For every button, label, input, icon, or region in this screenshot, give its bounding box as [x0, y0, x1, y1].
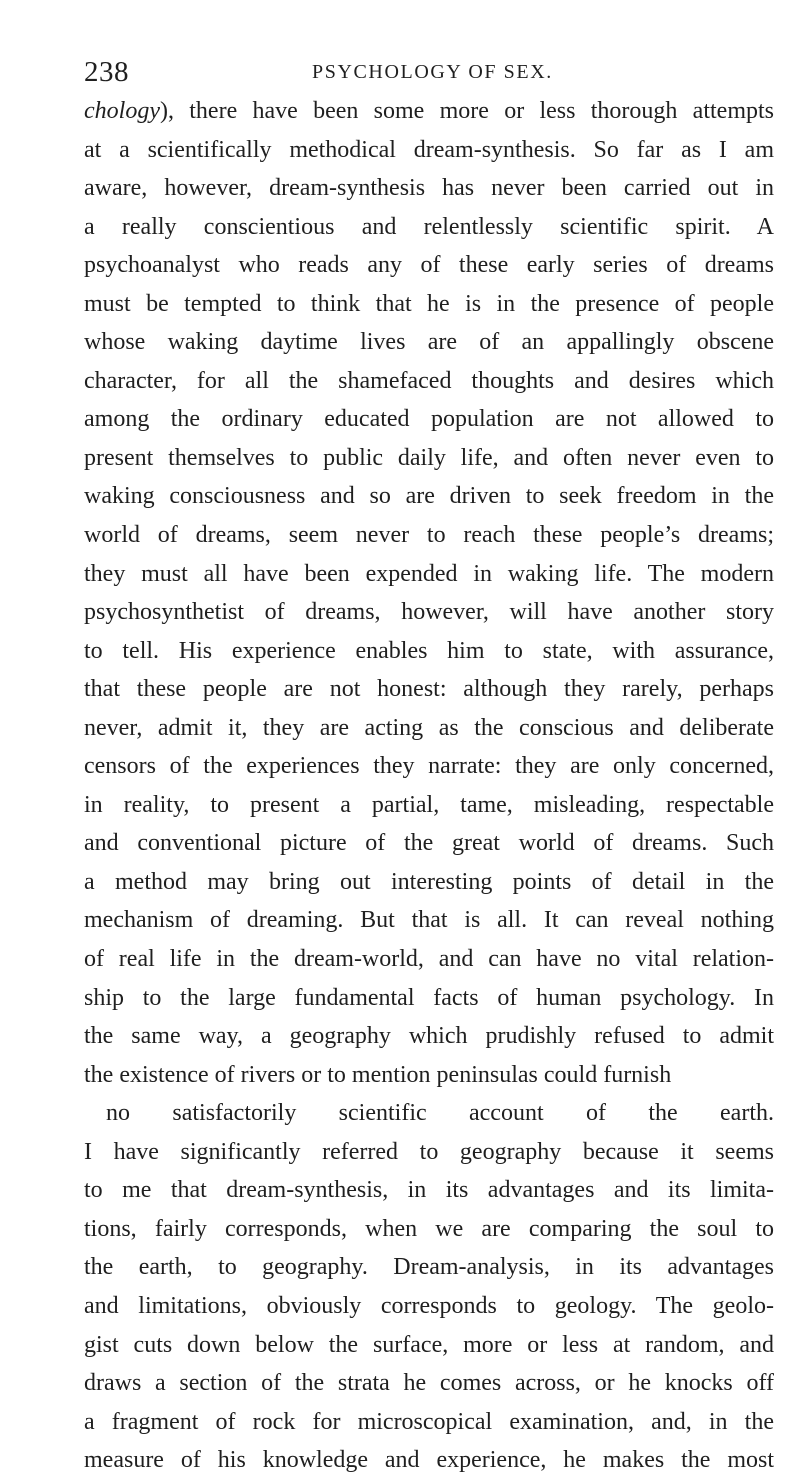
text-line: mechanism of dreaming. But that is all. It can reveal nothing [84, 907, 774, 934]
text-line: I have significantly referred to geography because it seems [84, 1138, 774, 1165]
text-line: they must all have been expended in waking life. The modern [84, 560, 774, 587]
text-line: tions, fairly corresponds, when we are comparing the soul to [84, 1215, 774, 1242]
italic-word: chology [84, 98, 160, 124]
page-number: 238 [84, 56, 129, 88]
text-line: a method may bring out interesting points of detail in the [84, 868, 774, 895]
running-head: PSYCHOLOGY OF SEX. [312, 61, 553, 83]
text-line [84, 92, 774, 131]
text-line: ship to the large fundamental facts of human psychology. In [84, 984, 774, 1011]
text-line: draws a section of the strata he comes across, or he knocks off [84, 1370, 774, 1397]
text-line: world of dreams, seem never to reach these people’s dreams; [84, 522, 774, 549]
text-line: censors of the experiences they narrate: they are only concerned, [84, 753, 774, 780]
text-line: never, admit it, they are acting as the conscious and deliberate [84, 714, 774, 741]
text-line: to me that dream-synthesis, in its advantages and its limita- [84, 1177, 774, 1204]
text-line: of real life in the dream-world, and can have no vital relation- [84, 946, 774, 973]
text-line: the existence of rivers or to mention peninsulas could furnish [84, 1061, 672, 1088]
text-line: measure of his knowledge and experience, he makes the most [84, 1447, 774, 1474]
text-line: a fragment of rock for microscopical examination, and, in the [84, 1408, 774, 1435]
text-line: in reality, to present a partial, tame, misleading, respectable [84, 791, 774, 818]
text-line: the earth, to geography. Dream-analysis, in its advantages [84, 1254, 774, 1281]
text-line: present themselves to public daily life, and often never even to [84, 444, 774, 471]
text-line: and limitations, obviously corresponds to geology. The geolo- [84, 1292, 774, 1319]
text-line: a really conscientious and relentlessly scientific spirit. A [84, 213, 774, 240]
text-line-remainder: ), there have been some more or less thorough attempts [159, 98, 774, 124]
text-line: the same way, a geography which prudishly refused to admit [84, 1023, 774, 1050]
text-line: no satisfactorily scientific account of the earth. [106, 1100, 774, 1127]
text-line: gist cuts down below the surface, more or less at random, and [84, 1331, 774, 1358]
text-line: whose waking daytime lives are of an appallingly obscene [84, 329, 774, 356]
text-line: waking consciousness and so are driven to seek freedom in the [84, 483, 774, 510]
text-line: among the ordinary educated population are not allowed to [84, 406, 774, 433]
text-line: and conventional picture of the great world of dreams. Such [84, 830, 774, 857]
text-line: psychoanalyst who reads any of these early series of dreams [84, 252, 774, 279]
body-text [84, 92, 774, 1480]
text-line: to tell. His experience enables him to state, with assurance, [84, 637, 774, 664]
text-line: at a scientifically methodical dream-synthesis. So far as I am [84, 136, 774, 163]
text-line: aware, however, dream-synthesis has never been carried out in [84, 175, 774, 202]
text-line: psychosynthetist of dreams, however, will have another story [84, 599, 774, 626]
page-header [84, 52, 774, 92]
text-line: must be tempted to think that he is in the presence of people [84, 290, 774, 317]
text-line: character, for all the shamefaced thoughts and desires which [84, 367, 774, 394]
text-line: that these people are not honest: although they rarely, perhaps [84, 676, 774, 703]
